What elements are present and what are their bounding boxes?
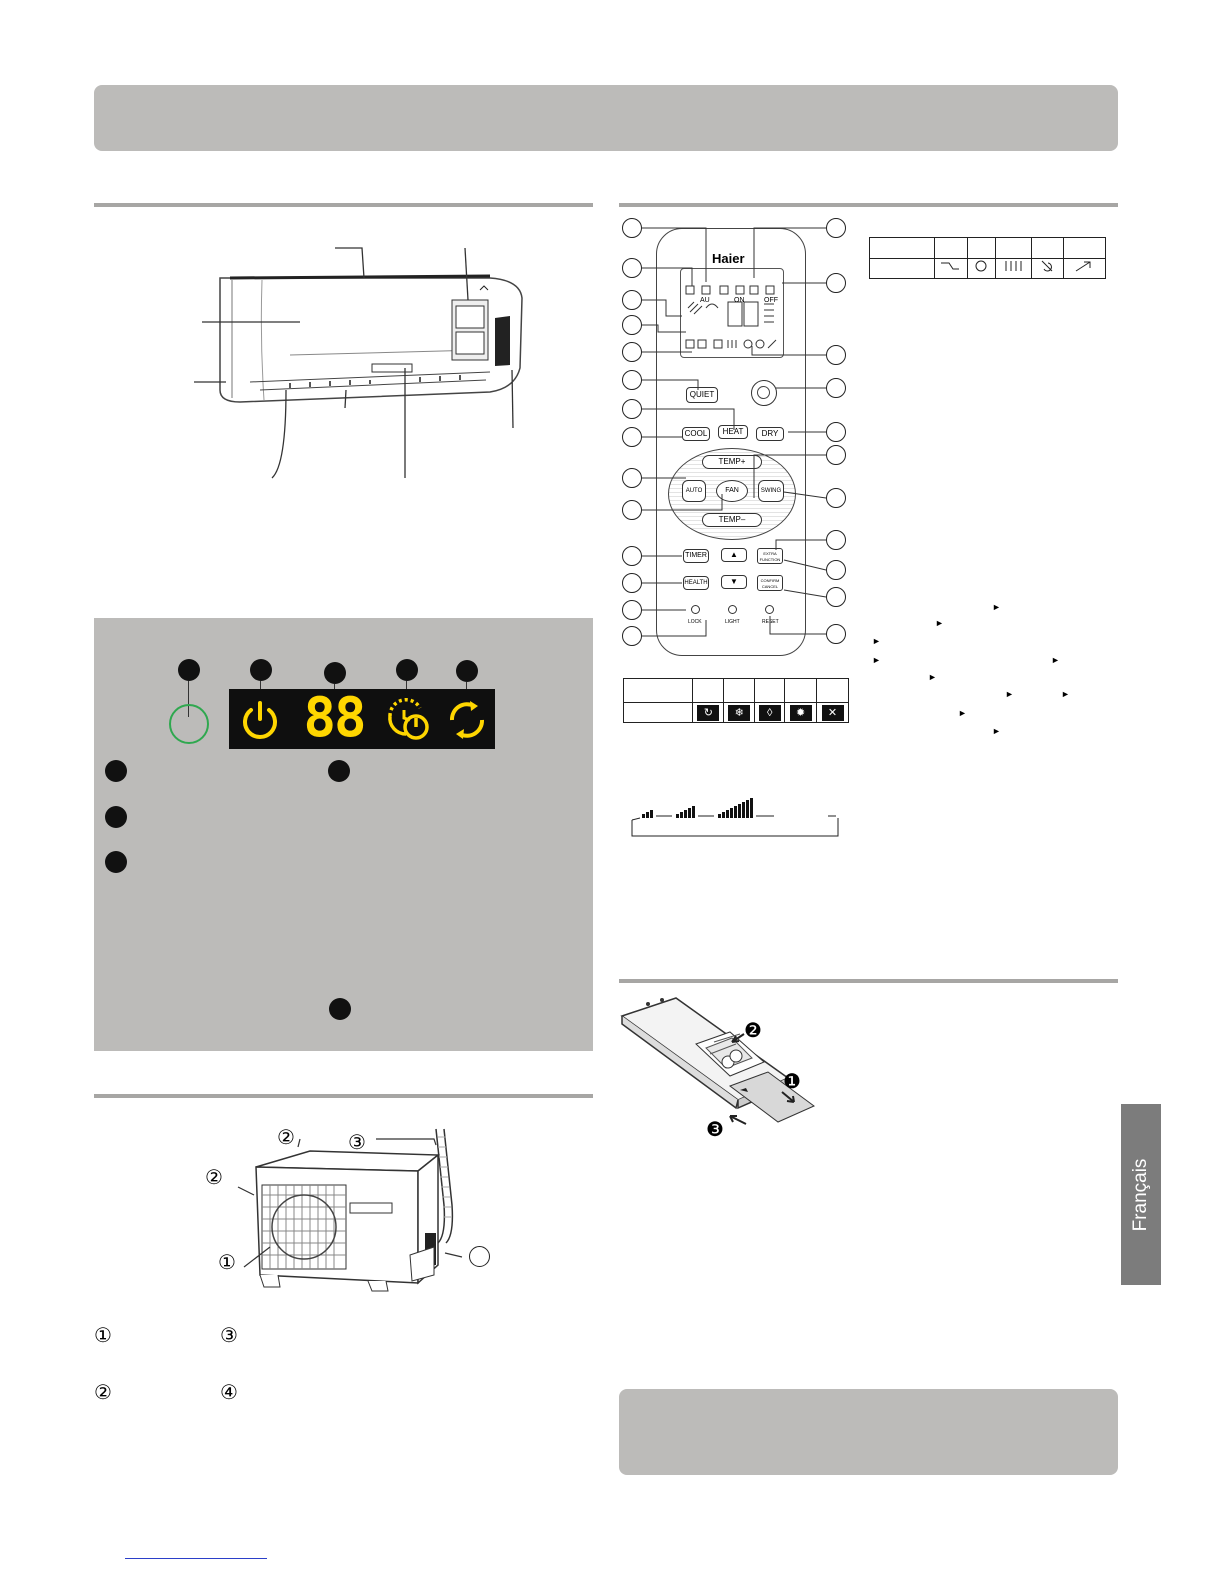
remote-callout-l7	[622, 399, 642, 419]
remote-callout-r6	[826, 445, 846, 465]
heat-mode-icon: ✹	[790, 705, 812, 721]
defrost-icon	[996, 259, 1030, 273]
remote-callout-l13	[622, 600, 642, 620]
arrow-marker: ►	[1061, 689, 1070, 699]
remote-callout-r4	[826, 378, 846, 398]
swing-button-label: SWING	[760, 488, 782, 494]
swing-cycle-icon	[444, 698, 490, 742]
remote-callout-r2	[826, 273, 846, 293]
sleep-icon	[935, 259, 965, 273]
arrow-marker: ►	[872, 655, 881, 665]
arrow-marker: ►	[1005, 689, 1014, 699]
remote-callout-l10	[622, 500, 642, 520]
fan-mode-icon: ✕	[822, 705, 844, 721]
display-legend-bullet-1	[105, 760, 127, 782]
battery-step-1: ❶	[783, 1069, 801, 1093]
remote-callout-l4	[622, 315, 642, 335]
battery-step-2: ❷	[744, 1018, 762, 1042]
arrow-marker: ►	[935, 618, 944, 628]
outdoor-callout-top-air-inlet: ②	[277, 1125, 295, 1149]
remote-lcd-mode-text: AU	[700, 297, 710, 304]
up-arrow-icon: ▲	[730, 550, 738, 559]
display-legend-bullet-3	[105, 806, 127, 828]
health-button-label: HEALTH	[684, 580, 708, 586]
outdoor-callout-pipe: ③	[348, 1130, 366, 1154]
arrow-marker: ►	[928, 672, 937, 682]
temperature-digits: 88	[303, 686, 365, 749]
language-tab[interactable]	[1121, 1104, 1161, 1285]
cancel-label: CANCEL	[761, 584, 779, 589]
power-icon	[240, 698, 280, 740]
reset-label: RESET	[762, 619, 779, 625]
remote-callout-l11	[622, 546, 642, 566]
display-callout-2	[250, 659, 272, 681]
remote-callout-l9	[622, 468, 642, 488]
fan-speed-cycle-diagram	[628, 796, 842, 842]
display-panel-section	[94, 618, 593, 1051]
remote-callout-l1	[622, 218, 642, 238]
quiet-button-label: QUIET	[689, 390, 715, 399]
footer-link-underline[interactable]	[125, 1558, 267, 1559]
ir-receiver-indicator	[169, 704, 209, 744]
self-clean-icon	[1032, 259, 1062, 273]
mode-table	[623, 678, 849, 723]
timer-button-label: TIMER	[685, 552, 707, 559]
language-tab-label: Français	[1130, 1158, 1151, 1231]
remote-callout-r5	[826, 422, 846, 442]
dry-button-label: DRY	[761, 429, 779, 438]
confirm-label: CONFIRM	[760, 578, 780, 583]
remote-callout-r8	[826, 530, 846, 550]
display-callout-3	[324, 662, 346, 684]
outdoor-legend-4: ④	[220, 1380, 238, 1404]
remote-callout-l2	[622, 258, 642, 278]
remote-callout-r11	[826, 624, 846, 644]
extra-function-label-2: FUNCTION	[759, 557, 781, 562]
footer-band	[619, 1389, 1118, 1475]
cool-button-label: COOL	[684, 429, 708, 438]
timer-icon	[384, 696, 432, 742]
display-legend-bullet-5	[329, 998, 351, 1020]
dry-mode-icon: ◊	[759, 705, 781, 721]
remote-callout-l5	[622, 342, 642, 362]
remote-callout-r10	[826, 587, 846, 607]
remote-lcd-on-text: ON	[734, 297, 745, 304]
lock-label: LOCK	[688, 619, 702, 625]
auto-button-label: AUTO	[685, 488, 703, 494]
display-legend-bullet-4	[105, 851, 127, 873]
light-label: LIGHT	[725, 619, 740, 625]
remote-brand-logo: Haier	[712, 251, 745, 266]
arrow-marker: ►	[958, 708, 967, 718]
arrow-marker: ►	[872, 636, 881, 646]
auto-mode-icon: ↻	[697, 705, 719, 721]
remote-callout-r1	[826, 218, 846, 238]
extra-function-table	[869, 237, 1106, 279]
remote-callout-l12	[622, 573, 642, 593]
section-rule-remote	[619, 203, 1118, 207]
remote-callout-r7	[826, 488, 846, 508]
turbo-icon	[1064, 259, 1104, 273]
section-rule-outdoor	[94, 1094, 593, 1098]
arrow-marker: ►	[1051, 655, 1060, 665]
outdoor-callout-drain	[469, 1246, 490, 1267]
outdoor-callout-air-outlet: ①	[218, 1250, 236, 1274]
cool-mode-icon: ❄	[728, 705, 750, 721]
down-arrow-icon: ▼	[730, 577, 738, 586]
heat-button-label: HEAT	[722, 427, 744, 436]
header-band	[94, 85, 1118, 151]
remote-lcd-off-text: OFF	[764, 297, 778, 304]
display-legend-bullet-2	[328, 760, 350, 782]
outdoor-callout-side-air-inlet: ②	[205, 1165, 223, 1189]
extra-function-label-1: EXTRA	[763, 551, 777, 556]
remote-callout-l3	[622, 290, 642, 310]
outdoor-legend-2: ②	[94, 1380, 112, 1404]
remote-callout-r9	[826, 560, 846, 580]
remote-callout-l14	[622, 626, 642, 646]
remote-callout-l8	[622, 427, 642, 447]
outdoor-legend-1: ①	[94, 1323, 112, 1347]
temp-up-label: TEMP+	[718, 457, 746, 466]
arrow-marker: ►	[992, 726, 1001, 736]
alarm-icon	[968, 259, 994, 273]
remote-callout-r3	[826, 345, 846, 365]
outdoor-legend-3: ③	[220, 1323, 238, 1347]
section-rule-battery	[619, 979, 1118, 983]
display-callout-4	[396, 659, 418, 681]
indoor-unit-illustration	[190, 240, 530, 485]
battery-step-3: ❸	[706, 1117, 724, 1141]
temp-down-label: TEMP–	[718, 515, 746, 524]
display-callout-5	[456, 660, 478, 682]
arrow-marker: ►	[992, 602, 1001, 612]
fan-button-label: FAN	[725, 487, 739, 494]
display-callout-1	[178, 659, 200, 681]
remote-leader-lines	[642, 220, 828, 640]
section-rule-indoor	[94, 203, 593, 207]
remote-callout-l6	[622, 370, 642, 390]
